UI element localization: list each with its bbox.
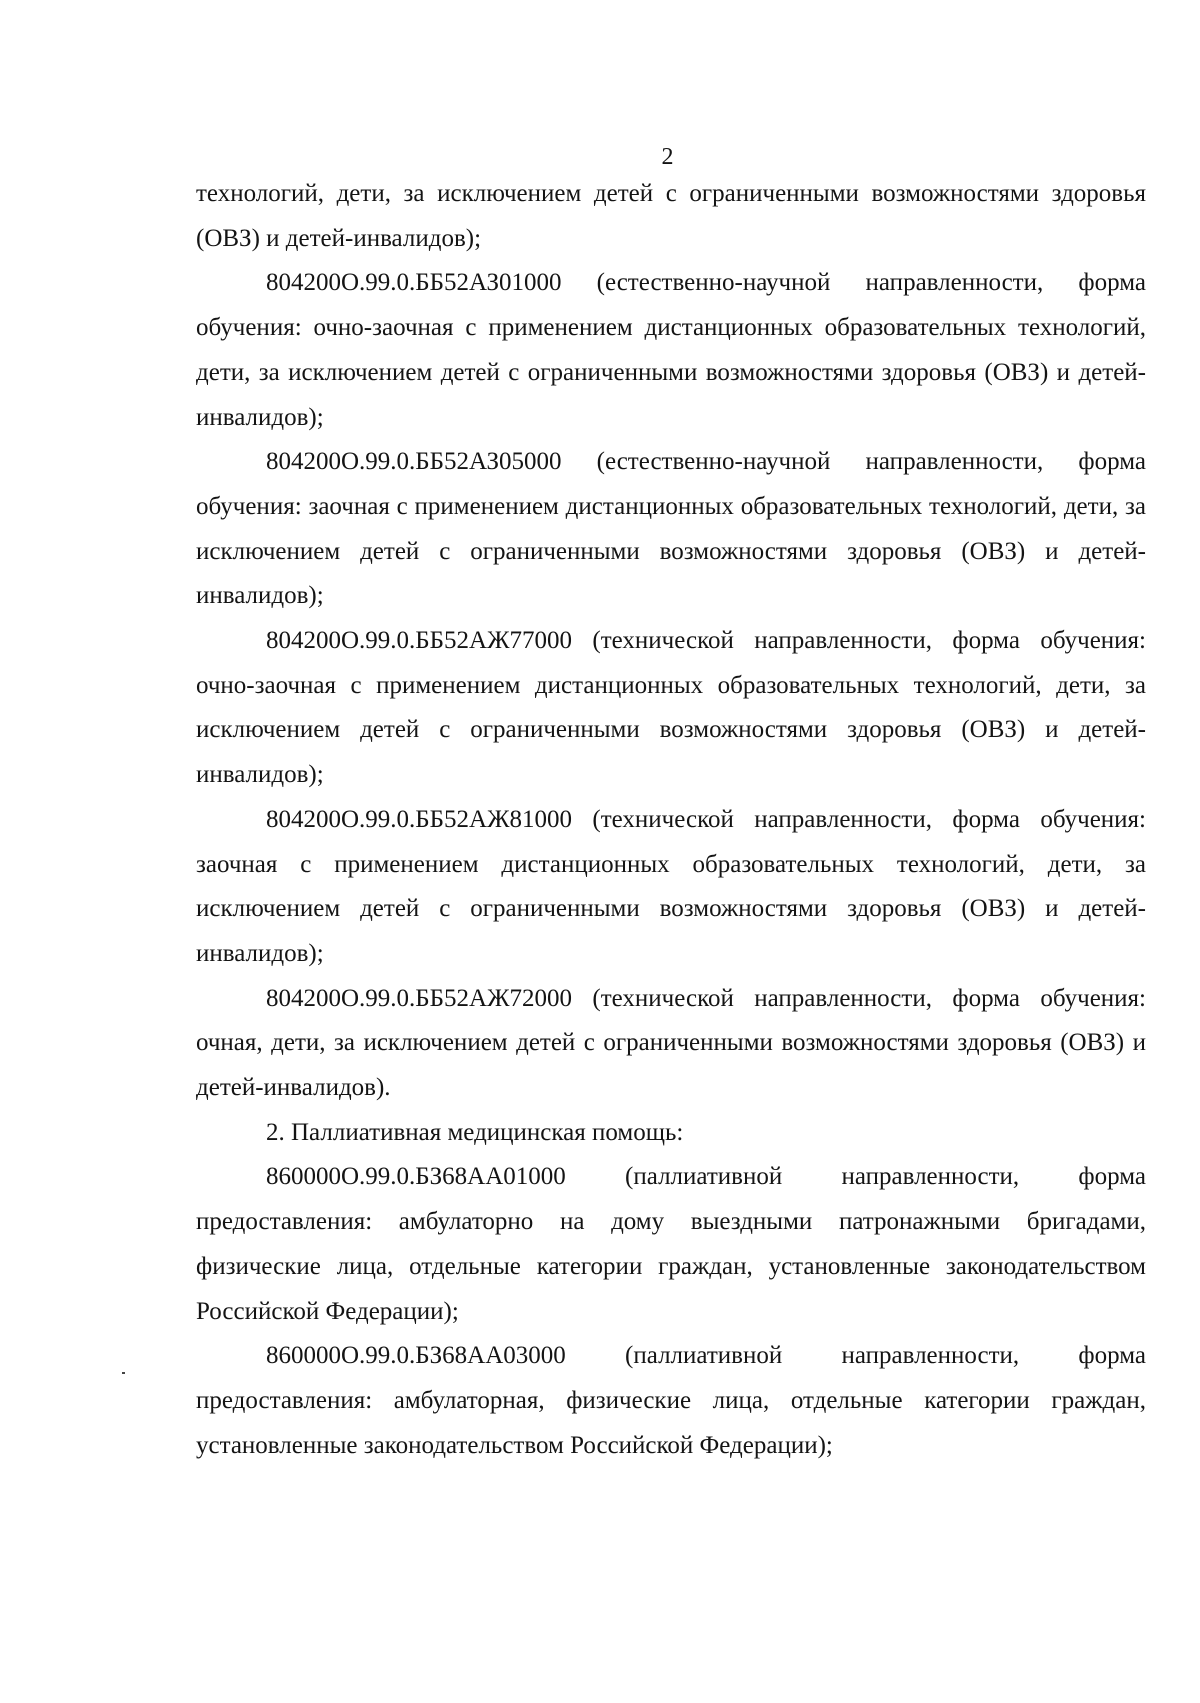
paragraph-service-code [196,619,1146,798]
paragraph-text: (технической направленности, форма обучения: очно-заочная с применением дистанционных образовательных технологий, дети, за исключением детей с ограниченными возможностями здоровья (ОВЗ) и детей-инвалидов); [196,627,1146,789]
paragraph-service-code [196,440,1146,619]
paragraph-text: технологий, дети, за исключением детей с ограниченными возможностями здоровья (ОВЗ) и детей-инвалидов); [196,180,1146,252]
paragraph-code: 804200О.99.0.ББ52АЖ81000 [266,805,572,833]
paragraph-code: 804200О.99.0.ББ52АЖ77000 [266,627,572,655]
page-number: 2 [661,144,674,170]
paragraph-code: 860000О.99.0.БЗ68АА03000 [266,1342,566,1370]
paragraph-text: (естественно-научной направленности, форма обучения: заочная с применением дистанционных образовательных технологий, дети, за исключением детей с ограниченными возможностями здоровья (ОВЗ) и детей-инвалидов); [196,448,1146,610]
paragraph-code: 804200О.99.0.ББ52АЖ72000 [266,984,572,1012]
document-body [196,172,1146,1468]
paragraph-code: 860000О.99.0.БЗ68АА01000 [266,1163,566,1191]
paragraph-continuation [196,172,1146,261]
paragraph-text: (технической направленности, форма обучения: очная, дети, за исключением детей с ограниченными возможностями здоровья (ОВЗ) и детей-инвалидов). [196,984,1146,1102]
paragraph-service-code [196,798,1146,977]
section-heading: 2. Паллиативная медицинская помощь: [266,1118,684,1146]
paragraph-service-code [196,1334,1146,1468]
paragraph-code: 804200О.99.0.ББ52АЗ01000 [266,269,562,297]
paragraph-service-code [196,1155,1146,1334]
paragraph-text: (паллиативной направленности, форма предоставления: амбулаторно на дому выездными патронажными бригадами, физические лица, отдельные категории граждан, установленные законодательством Российской Федерации); [196,1163,1146,1325]
paragraph-text: (паллиативной направленности, форма предоставления: амбулаторная, физические лица, отдельные категории граждан, установленные законодательством Российской Федерации); [196,1342,1146,1459]
paragraph-service-code [196,977,1146,1111]
paragraph-code: 804200О.99.0.ББ52АЗ05000 [266,448,562,476]
paragraph-service-code [196,261,1146,440]
paragraph-text: (технической направленности, форма обучения: заочная с применением дистанционных образовательных технологий, дети, за исключением детей с ограниченными возможностями здоровья (ОВЗ) и детей-инвалидов); [196,805,1146,967]
paragraph-text: (естественно-научной направленности, форма обучения: очно-заочная с применением дистанционных образовательных технологий, дети, за исключением детей с ограниченными возможностями здоровья (ОВЗ) и детей-инвалидов); [196,269,1146,431]
scan-speck [122,1372,125,1374]
